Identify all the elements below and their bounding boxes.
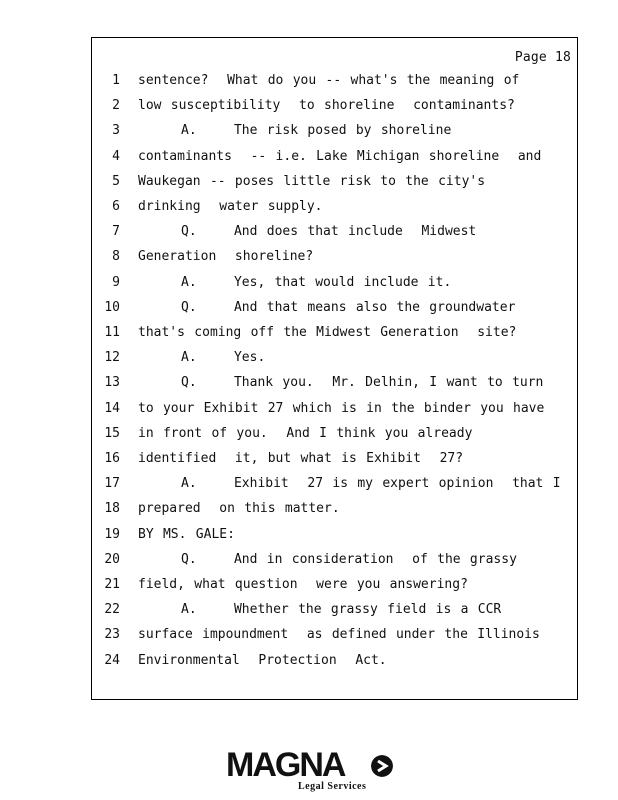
transcript-line: [92, 149, 577, 174]
line-number: 1: [112, 73, 120, 88]
line-text: A. The risk posed by shoreline: [181, 123, 452, 139]
transcript-line: [92, 123, 577, 148]
line-number: 18: [104, 501, 120, 517]
line-text: BY MS. GALE:: [138, 526, 235, 542]
transcript-line: [92, 577, 577, 602]
arrow-circle-icon: [371, 755, 393, 777]
magna-logo: [0, 748, 618, 794]
line-number: 14: [104, 400, 120, 416]
line-number: 6: [112, 199, 120, 214]
transcript-line: [92, 325, 577, 350]
line-number: 4: [112, 148, 120, 164]
line-number: 3: [112, 123, 120, 139]
line-text: sentence? What do you -- what's the meaning of: [138, 73, 520, 88]
line-text: in front of you. And I think you already: [138, 425, 473, 441]
line-number: 12: [104, 350, 120, 366]
line-number: 15: [104, 425, 120, 441]
transcript-line: [92, 98, 577, 123]
line-text: low susceptibility to shoreline contaminants?: [138, 98, 515, 114]
logo-subtitle: Legal Services: [298, 781, 367, 792]
line-text: contaminants -- i.e. Lake Michigan shoreline and: [138, 148, 542, 164]
line-number: 13: [104, 375, 120, 391]
line-text: Waukegan -- poses little risk to the city's: [138, 173, 486, 189]
line-number: 19: [104, 526, 120, 542]
transcript-line: [92, 73, 577, 98]
transcript-line: [92, 602, 577, 627]
transcript-line: [92, 627, 577, 652]
line-text: identified it, but what is Exhibit 27?: [138, 451, 464, 466]
line-text: Q. And does that include Midwest: [181, 224, 477, 240]
line-text: Q. Thank you. Mr. Delhin, I want to turn: [181, 375, 544, 391]
line-number: 22: [104, 602, 120, 618]
line-text: surface impoundment as defined under the Illinois: [138, 627, 540, 643]
line-number: 24: [104, 652, 120, 668]
transcript-line: [92, 451, 577, 476]
line-number: 9: [112, 274, 120, 290]
line-number: 2: [112, 98, 120, 114]
line-number: 5: [112, 173, 120, 189]
logo-wordmark: MAGNA: [226, 746, 345, 784]
line-number: 23: [104, 627, 120, 643]
line-text: A. Exhibit 27 is my expert opinion that I: [181, 476, 561, 492]
line-text: to your Exhibit 27 which is in the binder you have: [138, 400, 545, 416]
line-text: A. Whether the grassy field is a CCR: [181, 602, 502, 618]
transcript-line: [92, 375, 577, 400]
transcript-line: [92, 653, 577, 678]
line-number: 7: [112, 224, 120, 240]
transcript-page: [91, 37, 578, 700]
line-text: Environmental Protection Act.: [138, 652, 387, 668]
transcript-line: [92, 224, 577, 249]
line-number: 10: [104, 299, 120, 315]
transcript-line: [92, 426, 577, 451]
line-text: A. Yes, that would include it.: [181, 274, 452, 290]
transcript-line: [92, 476, 577, 501]
transcript-line: [92, 199, 577, 224]
line-text: that's coming off the Midwest Generation site?: [138, 325, 517, 340]
transcript-line: [92, 552, 577, 577]
line-number: 17: [104, 476, 120, 492]
page-number: Page 18: [514, 50, 571, 65]
transcript-line: [92, 174, 577, 199]
line-number: 11: [104, 325, 120, 340]
line-number: 8: [112, 249, 120, 265]
transcript-line: [92, 401, 577, 426]
line-text: Q. And that means also the groundwater: [181, 299, 516, 315]
line-text: drinking water supply.: [138, 199, 323, 214]
line-text: A. Yes.: [181, 350, 266, 366]
line-text: prepared on this matter.: [138, 501, 340, 517]
line-text: field, what question were you answering?: [138, 577, 468, 592]
line-text: Q. And in consideration of the grassy: [181, 551, 517, 567]
transcript-line: [92, 501, 577, 526]
transcript-line: [92, 300, 577, 325]
line-text: Generation shoreline?: [138, 249, 314, 265]
line-number: 21: [104, 577, 120, 592]
line-number: 20: [104, 551, 120, 567]
transcript-line: [92, 350, 577, 375]
transcript-line: [92, 527, 577, 552]
transcript-line: [92, 249, 577, 274]
transcript-line: [92, 275, 577, 300]
line-number: 16: [104, 451, 120, 466]
